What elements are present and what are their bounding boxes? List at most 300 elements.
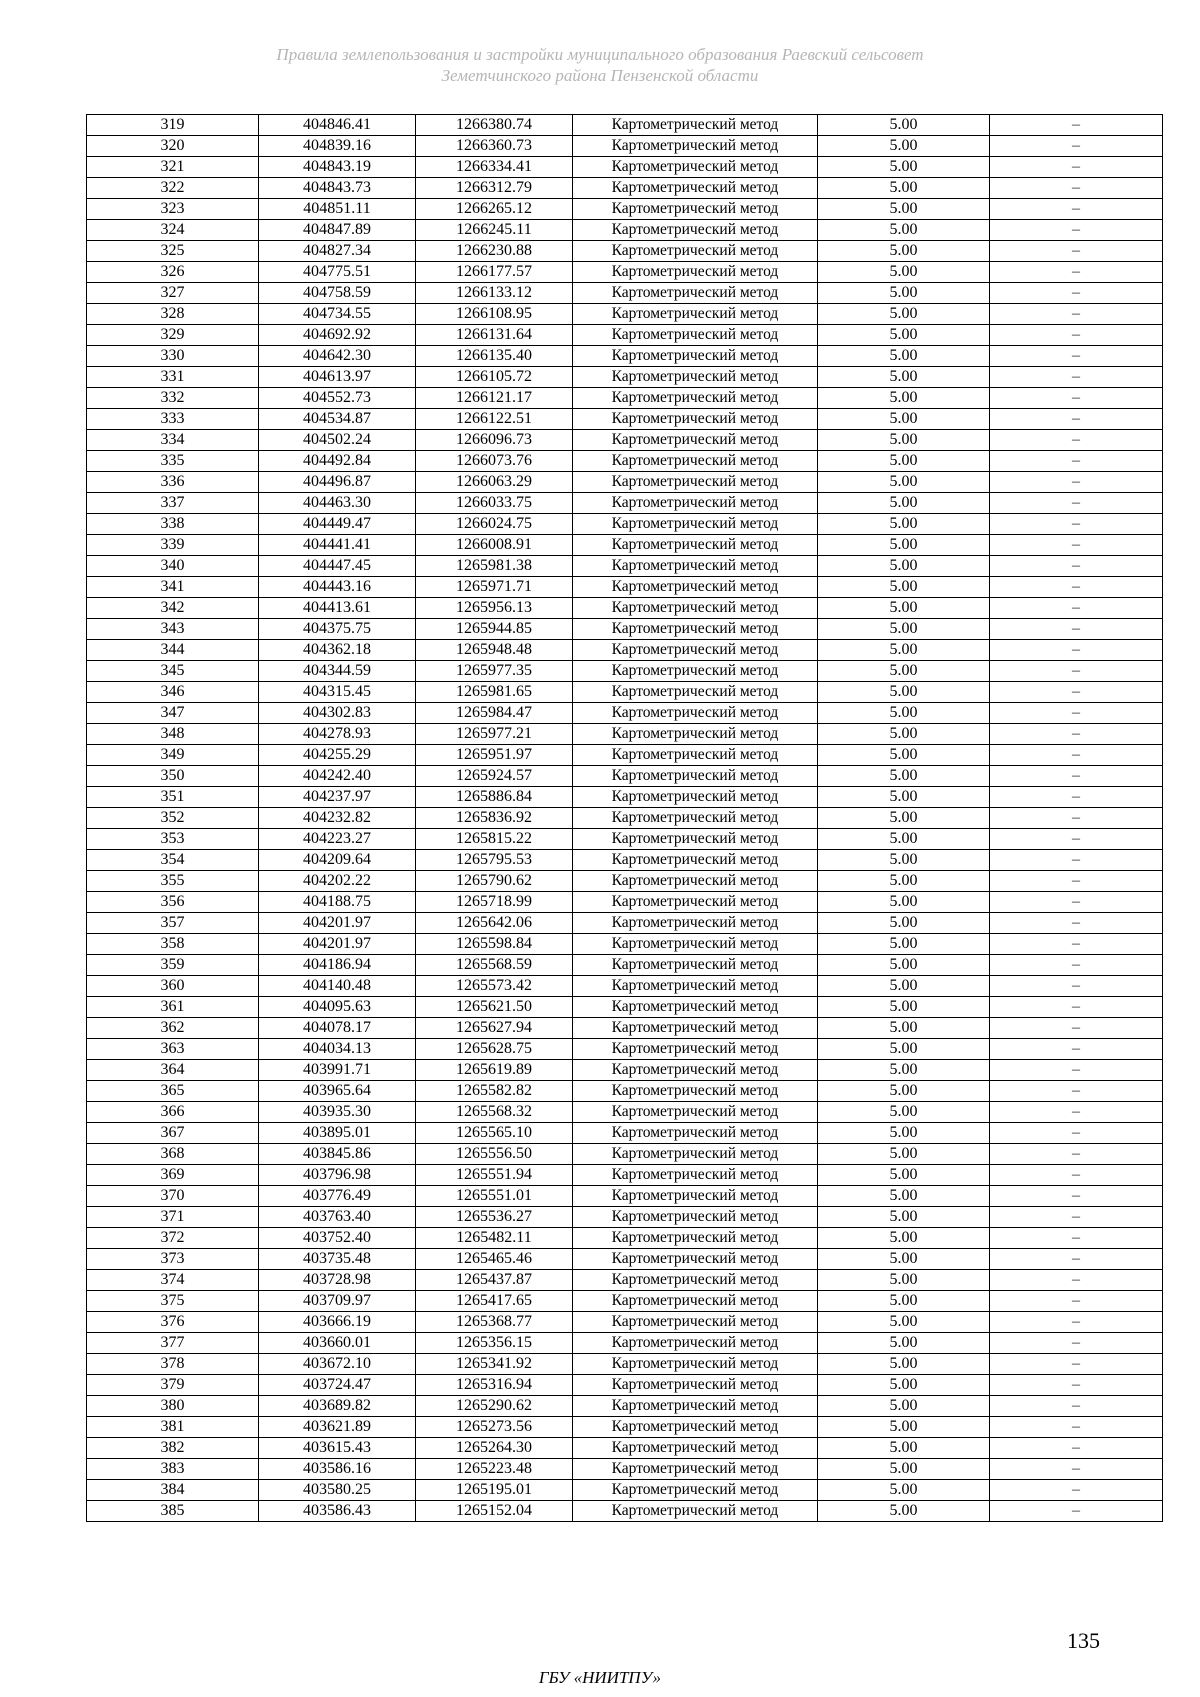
cell-note: – bbox=[990, 1018, 1163, 1039]
cell-coord-y: 1265971.71 bbox=[416, 577, 573, 598]
cell-method: Картометрический метод bbox=[573, 535, 818, 556]
cell-accuracy: 5.00 bbox=[818, 766, 990, 787]
cell-coord-x: 403965.64 bbox=[259, 1081, 416, 1102]
cell-coord-y: 1265981.38 bbox=[416, 556, 573, 577]
cell-coord-x: 404034.13 bbox=[259, 1039, 416, 1060]
cell-coord-y: 1265948.48 bbox=[416, 640, 573, 661]
cell-accuracy: 5.00 bbox=[818, 1207, 990, 1228]
cell-accuracy: 5.00 bbox=[818, 115, 990, 136]
cell-coord-x: 404447.45 bbox=[259, 556, 416, 577]
table-row bbox=[87, 1459, 1163, 1480]
table-row bbox=[87, 1060, 1163, 1081]
cell-point-number: 368 bbox=[87, 1144, 259, 1165]
cell-coord-x: 404186.94 bbox=[259, 955, 416, 976]
cell-accuracy: 5.00 bbox=[818, 1186, 990, 1207]
table-row bbox=[87, 619, 1163, 640]
cell-method: Картометрический метод bbox=[573, 1123, 818, 1144]
page-footer: ГБУ «НИИТПУ» bbox=[538, 1668, 662, 1687]
cell-accuracy: 5.00 bbox=[818, 241, 990, 262]
cell-method: Картометрический метод bbox=[573, 136, 818, 157]
cell-coord-x: 404223.27 bbox=[259, 829, 416, 850]
cell-method: Картометрический метод bbox=[573, 1459, 818, 1480]
cell-method: Картометрический метод bbox=[573, 1354, 818, 1375]
cell-note: – bbox=[990, 514, 1163, 535]
cell-note: – bbox=[990, 934, 1163, 955]
table-row bbox=[87, 577, 1163, 598]
cell-method: Картометрический метод bbox=[573, 1207, 818, 1228]
cell-method: Картометрический метод bbox=[573, 1333, 818, 1354]
cell-point-number: 373 bbox=[87, 1249, 259, 1270]
cell-coord-y: 1265598.84 bbox=[416, 934, 573, 955]
cell-point-number: 353 bbox=[87, 829, 259, 850]
cell-method: Картометрический метод bbox=[573, 1501, 818, 1522]
cell-method: Картометрический метод bbox=[573, 325, 818, 346]
cell-coord-y: 1265356.15 bbox=[416, 1333, 573, 1354]
cell-note: – bbox=[990, 1165, 1163, 1186]
cell-coord-x: 403895.01 bbox=[259, 1123, 416, 1144]
cell-note: – bbox=[990, 1144, 1163, 1165]
cell-coord-y: 1265264.30 bbox=[416, 1438, 573, 1459]
cell-coord-y: 1265573.42 bbox=[416, 976, 573, 997]
cell-coord-x: 404449.47 bbox=[259, 514, 416, 535]
cell-note: – bbox=[990, 1270, 1163, 1291]
cell-coord-x: 403586.43 bbox=[259, 1501, 416, 1522]
cell-coord-y: 1265568.59 bbox=[416, 955, 573, 976]
cell-accuracy: 5.00 bbox=[818, 367, 990, 388]
cell-method: Картометрический метод bbox=[573, 304, 818, 325]
cell-note: – bbox=[990, 871, 1163, 892]
cell-method: Картометрический метод bbox=[573, 1291, 818, 1312]
cell-coord-y: 1266121.17 bbox=[416, 388, 573, 409]
cell-coord-y: 1266131.64 bbox=[416, 325, 573, 346]
cell-method: Картометрический метод bbox=[573, 1081, 818, 1102]
cell-coord-x: 403724.47 bbox=[259, 1375, 416, 1396]
cell-point-number: 377 bbox=[87, 1333, 259, 1354]
cell-point-number: 335 bbox=[87, 451, 259, 472]
page-header bbox=[0, 44, 1200, 86]
cell-point-number: 383 bbox=[87, 1459, 259, 1480]
cell-accuracy: 5.00 bbox=[818, 1375, 990, 1396]
cell-coord-y: 1265551.94 bbox=[416, 1165, 573, 1186]
table-row bbox=[87, 1018, 1163, 1039]
cell-coord-y: 1266230.88 bbox=[416, 241, 573, 262]
table-row bbox=[87, 157, 1163, 178]
table-row bbox=[87, 871, 1163, 892]
cell-coord-y: 1265956.13 bbox=[416, 598, 573, 619]
cell-point-number: 372 bbox=[87, 1228, 259, 1249]
cell-note: – bbox=[990, 766, 1163, 787]
cell-method: Картометрический метод bbox=[573, 556, 818, 577]
cell-coord-x: 403621.89 bbox=[259, 1417, 416, 1438]
cell-method: Картометрический метод bbox=[573, 661, 818, 682]
cell-coord-y: 1266105.72 bbox=[416, 367, 573, 388]
cell-accuracy: 5.00 bbox=[818, 1102, 990, 1123]
cell-method: Картометрический метод bbox=[573, 241, 818, 262]
table-row bbox=[87, 661, 1163, 682]
cell-coord-y: 1265642.06 bbox=[416, 913, 573, 934]
cell-method: Картометрический метод bbox=[573, 808, 818, 829]
table-row bbox=[87, 136, 1163, 157]
cell-note: – bbox=[990, 178, 1163, 199]
table-row bbox=[87, 430, 1163, 451]
cell-method: Картометрический метод bbox=[573, 451, 818, 472]
cell-accuracy: 5.00 bbox=[818, 325, 990, 346]
table-row bbox=[87, 1291, 1163, 1312]
cell-accuracy: 5.00 bbox=[818, 1228, 990, 1249]
cell-coord-y: 1265619.89 bbox=[416, 1060, 573, 1081]
cell-point-number: 330 bbox=[87, 346, 259, 367]
cell-note: – bbox=[990, 1249, 1163, 1270]
cell-point-number: 358 bbox=[87, 934, 259, 955]
cell-note: – bbox=[990, 913, 1163, 934]
cell-coord-x: 403728.98 bbox=[259, 1270, 416, 1291]
cell-accuracy: 5.00 bbox=[818, 346, 990, 367]
coordinates-table bbox=[86, 114, 1163, 1522]
table-row bbox=[87, 703, 1163, 724]
cell-method: Картометрический метод bbox=[573, 1186, 818, 1207]
cell-note: – bbox=[990, 640, 1163, 661]
cell-point-number: 326 bbox=[87, 262, 259, 283]
cell-coord-x: 404758.59 bbox=[259, 283, 416, 304]
cell-point-number: 371 bbox=[87, 1207, 259, 1228]
cell-point-number: 321 bbox=[87, 157, 259, 178]
cell-coord-x: 403752.40 bbox=[259, 1228, 416, 1249]
cell-accuracy: 5.00 bbox=[818, 136, 990, 157]
cell-coord-x: 403776.49 bbox=[259, 1186, 416, 1207]
cell-accuracy: 5.00 bbox=[818, 1459, 990, 1480]
cell-coord-y: 1265152.04 bbox=[416, 1501, 573, 1522]
cell-point-number: 332 bbox=[87, 388, 259, 409]
cell-coord-x: 404095.63 bbox=[259, 997, 416, 1018]
cell-coord-y: 1266063.29 bbox=[416, 472, 573, 493]
cell-method: Картометрический метод bbox=[573, 1039, 818, 1060]
cell-point-number: 374 bbox=[87, 1270, 259, 1291]
cell-point-number: 343 bbox=[87, 619, 259, 640]
cell-note: – bbox=[990, 598, 1163, 619]
cell-accuracy: 5.00 bbox=[818, 1501, 990, 1522]
cell-coord-y: 1265951.97 bbox=[416, 745, 573, 766]
cell-coord-x: 404613.97 bbox=[259, 367, 416, 388]
cell-accuracy: 5.00 bbox=[818, 178, 990, 199]
cell-accuracy: 5.00 bbox=[818, 871, 990, 892]
cell-point-number: 385 bbox=[87, 1501, 259, 1522]
table-row bbox=[87, 514, 1163, 535]
cell-method: Картометрический метод bbox=[573, 346, 818, 367]
cell-accuracy: 5.00 bbox=[818, 850, 990, 871]
cell-accuracy: 5.00 bbox=[818, 262, 990, 283]
table-row bbox=[87, 829, 1163, 850]
cell-note: – bbox=[990, 1228, 1163, 1249]
table-row bbox=[87, 367, 1163, 388]
cell-accuracy: 5.00 bbox=[818, 808, 990, 829]
cell-accuracy: 5.00 bbox=[818, 388, 990, 409]
cell-note: – bbox=[990, 1123, 1163, 1144]
cell-method: Картометрический метод bbox=[573, 577, 818, 598]
cell-note: – bbox=[990, 1417, 1163, 1438]
cell-coord-x: 404255.29 bbox=[259, 745, 416, 766]
cell-accuracy: 5.00 bbox=[818, 1165, 990, 1186]
cell-coord-x: 404242.40 bbox=[259, 766, 416, 787]
table-row bbox=[87, 472, 1163, 493]
cell-note: – bbox=[990, 556, 1163, 577]
cell-note: – bbox=[990, 535, 1163, 556]
cell-method: Картометрический метод bbox=[573, 1270, 818, 1291]
cell-method: Картометрический метод bbox=[573, 1060, 818, 1081]
cell-note: – bbox=[990, 367, 1163, 388]
cell-accuracy: 5.00 bbox=[818, 997, 990, 1018]
cell-point-number: 355 bbox=[87, 871, 259, 892]
cell-point-number: 322 bbox=[87, 178, 259, 199]
cell-point-number: 325 bbox=[87, 241, 259, 262]
cell-method: Картометрический метод bbox=[573, 745, 818, 766]
table-row bbox=[87, 640, 1163, 661]
cell-note: – bbox=[990, 808, 1163, 829]
table-row bbox=[87, 745, 1163, 766]
cell-note: – bbox=[990, 1312, 1163, 1333]
coordinates-table-body bbox=[87, 115, 1163, 1522]
cell-method: Картометрический метод bbox=[573, 1249, 818, 1270]
cell-note: – bbox=[990, 136, 1163, 157]
cell-coord-y: 1266073.76 bbox=[416, 451, 573, 472]
cell-note: – bbox=[990, 346, 1163, 367]
cell-note: – bbox=[990, 1081, 1163, 1102]
cell-accuracy: 5.00 bbox=[818, 577, 990, 598]
cell-accuracy: 5.00 bbox=[818, 1312, 990, 1333]
cell-point-number: 362 bbox=[87, 1018, 259, 1039]
cell-method: Картометрический метод bbox=[573, 829, 818, 850]
cell-coord-y: 1266033.75 bbox=[416, 493, 573, 514]
cell-accuracy: 5.00 bbox=[818, 1417, 990, 1438]
cell-accuracy: 5.00 bbox=[818, 1123, 990, 1144]
cell-point-number: 340 bbox=[87, 556, 259, 577]
table-row bbox=[87, 1207, 1163, 1228]
cell-accuracy: 5.00 bbox=[818, 913, 990, 934]
table-row bbox=[87, 1438, 1163, 1459]
cell-point-number: 379 bbox=[87, 1375, 259, 1396]
cell-coord-y: 1265944.85 bbox=[416, 619, 573, 640]
table-row bbox=[87, 115, 1163, 136]
cell-coord-y: 1266122.51 bbox=[416, 409, 573, 430]
cell-accuracy: 5.00 bbox=[818, 430, 990, 451]
cell-note: – bbox=[990, 850, 1163, 871]
table-row bbox=[87, 199, 1163, 220]
cell-accuracy: 5.00 bbox=[818, 619, 990, 640]
cell-point-number: 363 bbox=[87, 1039, 259, 1060]
table-row bbox=[87, 1396, 1163, 1417]
cell-coord-x: 404839.16 bbox=[259, 136, 416, 157]
cell-coord-y: 1266135.40 bbox=[416, 346, 573, 367]
cell-coord-x: 404188.75 bbox=[259, 892, 416, 913]
cell-note: – bbox=[990, 1396, 1163, 1417]
cell-coord-y: 1266265.12 bbox=[416, 199, 573, 220]
cell-method: Картометрический метод bbox=[573, 850, 818, 871]
table-row bbox=[87, 1081, 1163, 1102]
cell-method: Картометрический метод bbox=[573, 430, 818, 451]
cell-note: – bbox=[990, 1291, 1163, 1312]
cell-coord-y: 1265536.27 bbox=[416, 1207, 573, 1228]
cell-note: – bbox=[990, 1501, 1163, 1522]
cell-coord-x: 404237.97 bbox=[259, 787, 416, 808]
cell-coord-y: 1265316.94 bbox=[416, 1375, 573, 1396]
cell-point-number: 376 bbox=[87, 1312, 259, 1333]
cell-accuracy: 5.00 bbox=[818, 1354, 990, 1375]
table-row bbox=[87, 997, 1163, 1018]
cell-point-number: 352 bbox=[87, 808, 259, 829]
cell-method: Картометрический метод bbox=[573, 766, 818, 787]
table-row bbox=[87, 178, 1163, 199]
cell-coord-y: 1265556.50 bbox=[416, 1144, 573, 1165]
cell-accuracy: 5.00 bbox=[818, 955, 990, 976]
cell-method: Картометрический метод bbox=[573, 703, 818, 724]
cell-point-number: 384 bbox=[87, 1480, 259, 1501]
cell-point-number: 357 bbox=[87, 913, 259, 934]
cell-coord-y: 1266096.73 bbox=[416, 430, 573, 451]
cell-coord-y: 1265977.21 bbox=[416, 724, 573, 745]
cell-note: – bbox=[990, 1480, 1163, 1501]
cell-coord-x: 403845.86 bbox=[259, 1144, 416, 1165]
cell-note: – bbox=[990, 451, 1163, 472]
cell-method: Картометрический метод bbox=[573, 472, 818, 493]
table-row bbox=[87, 598, 1163, 619]
page-number: 135 bbox=[1067, 1628, 1100, 1653]
header-line-1: Правила землепользования и застройки муниципального образования Раевский сельсовет bbox=[276, 45, 924, 64]
cell-coord-x: 404492.84 bbox=[259, 451, 416, 472]
cell-point-number: 359 bbox=[87, 955, 259, 976]
table-row bbox=[87, 1270, 1163, 1291]
cell-coord-x: 403735.48 bbox=[259, 1249, 416, 1270]
cell-point-number: 334 bbox=[87, 430, 259, 451]
cell-coord-x: 404362.18 bbox=[259, 640, 416, 661]
table-row bbox=[87, 535, 1163, 556]
cell-coord-x: 404232.82 bbox=[259, 808, 416, 829]
cell-coord-x: 404140.48 bbox=[259, 976, 416, 997]
cell-coord-x: 403763.40 bbox=[259, 1207, 416, 1228]
table-row bbox=[87, 220, 1163, 241]
cell-note: – bbox=[990, 199, 1163, 220]
cell-point-number: 348 bbox=[87, 724, 259, 745]
cell-point-number: 320 bbox=[87, 136, 259, 157]
cell-note: – bbox=[990, 724, 1163, 745]
table-row bbox=[87, 934, 1163, 955]
cell-note: – bbox=[990, 262, 1163, 283]
cell-accuracy: 5.00 bbox=[818, 472, 990, 493]
cell-coord-y: 1265273.56 bbox=[416, 1417, 573, 1438]
cell-point-number: 333 bbox=[87, 409, 259, 430]
cell-coord-y: 1265341.92 bbox=[416, 1354, 573, 1375]
cell-coord-x: 404201.97 bbox=[259, 913, 416, 934]
cell-method: Картометрический метод bbox=[573, 724, 818, 745]
cell-point-number: 324 bbox=[87, 220, 259, 241]
cell-coord-x: 404827.34 bbox=[259, 241, 416, 262]
cell-note: – bbox=[990, 577, 1163, 598]
table-row bbox=[87, 787, 1163, 808]
cell-method: Картометрический метод bbox=[573, 955, 818, 976]
cell-coord-x: 404843.73 bbox=[259, 178, 416, 199]
cell-method: Картометрический метод bbox=[573, 892, 818, 913]
cell-point-number: 331 bbox=[87, 367, 259, 388]
cell-point-number: 344 bbox=[87, 640, 259, 661]
cell-accuracy: 5.00 bbox=[818, 724, 990, 745]
table-row bbox=[87, 1144, 1163, 1165]
cell-note: – bbox=[990, 1459, 1163, 1480]
cell-coord-x: 404775.51 bbox=[259, 262, 416, 283]
cell-accuracy: 5.00 bbox=[818, 220, 990, 241]
cell-coord-y: 1265621.50 bbox=[416, 997, 573, 1018]
cell-accuracy: 5.00 bbox=[818, 1018, 990, 1039]
cell-point-number: 350 bbox=[87, 766, 259, 787]
cell-point-number: 346 bbox=[87, 682, 259, 703]
cell-coord-x: 404843.19 bbox=[259, 157, 416, 178]
cell-note: – bbox=[990, 493, 1163, 514]
cell-accuracy: 5.00 bbox=[818, 640, 990, 661]
cell-accuracy: 5.00 bbox=[818, 304, 990, 325]
cell-note: – bbox=[990, 892, 1163, 913]
cell-accuracy: 5.00 bbox=[818, 1039, 990, 1060]
table-row bbox=[87, 913, 1163, 934]
cell-point-number: 329 bbox=[87, 325, 259, 346]
cell-point-number: 366 bbox=[87, 1102, 259, 1123]
cell-accuracy: 5.00 bbox=[818, 283, 990, 304]
cell-coord-x: 404502.24 bbox=[259, 430, 416, 451]
cell-accuracy: 5.00 bbox=[818, 934, 990, 955]
cell-coord-x: 403660.01 bbox=[259, 1333, 416, 1354]
table-row bbox=[87, 682, 1163, 703]
cell-note: – bbox=[990, 388, 1163, 409]
table-row bbox=[87, 556, 1163, 577]
cell-coord-x: 404463.30 bbox=[259, 493, 416, 514]
cell-note: – bbox=[990, 472, 1163, 493]
cell-method: Картометрический метод bbox=[573, 934, 818, 955]
cell-coord-y: 1265836.92 bbox=[416, 808, 573, 829]
table-row bbox=[87, 850, 1163, 871]
cell-method: Картометрический метод bbox=[573, 1165, 818, 1186]
cell-method: Картометрический метод bbox=[573, 598, 818, 619]
cell-point-number: 369 bbox=[87, 1165, 259, 1186]
cell-coord-x: 404375.75 bbox=[259, 619, 416, 640]
cell-coord-x: 403580.25 bbox=[259, 1480, 416, 1501]
cell-coord-y: 1265981.65 bbox=[416, 682, 573, 703]
table-row bbox=[87, 1333, 1163, 1354]
table-row bbox=[87, 1165, 1163, 1186]
cell-method: Картометрический метод bbox=[573, 913, 818, 934]
cell-method: Картометрический метод bbox=[573, 976, 818, 997]
cell-note: – bbox=[990, 1207, 1163, 1228]
cell-coord-x: 403709.97 bbox=[259, 1291, 416, 1312]
cell-point-number: 327 bbox=[87, 283, 259, 304]
cell-coord-y: 1265565.10 bbox=[416, 1123, 573, 1144]
cell-accuracy: 5.00 bbox=[818, 661, 990, 682]
cell-coord-x: 404302.83 bbox=[259, 703, 416, 724]
cell-coord-x: 403689.82 bbox=[259, 1396, 416, 1417]
cell-method: Картометрический метод bbox=[573, 262, 818, 283]
cell-coord-y: 1266245.11 bbox=[416, 220, 573, 241]
cell-point-number: 360 bbox=[87, 976, 259, 997]
cell-method: Картометрический метод bbox=[573, 682, 818, 703]
cell-accuracy: 5.00 bbox=[818, 1249, 990, 1270]
cell-note: – bbox=[990, 1333, 1163, 1354]
cell-note: – bbox=[990, 976, 1163, 997]
cell-coord-x: 404278.93 bbox=[259, 724, 416, 745]
table-row bbox=[87, 766, 1163, 787]
cell-accuracy: 5.00 bbox=[818, 409, 990, 430]
table-row bbox=[87, 1228, 1163, 1249]
table-row bbox=[87, 409, 1163, 430]
table-row bbox=[87, 1312, 1163, 1333]
cell-coord-y: 1265718.99 bbox=[416, 892, 573, 913]
table-row bbox=[87, 892, 1163, 913]
table-row bbox=[87, 283, 1163, 304]
cell-note: – bbox=[990, 1060, 1163, 1081]
